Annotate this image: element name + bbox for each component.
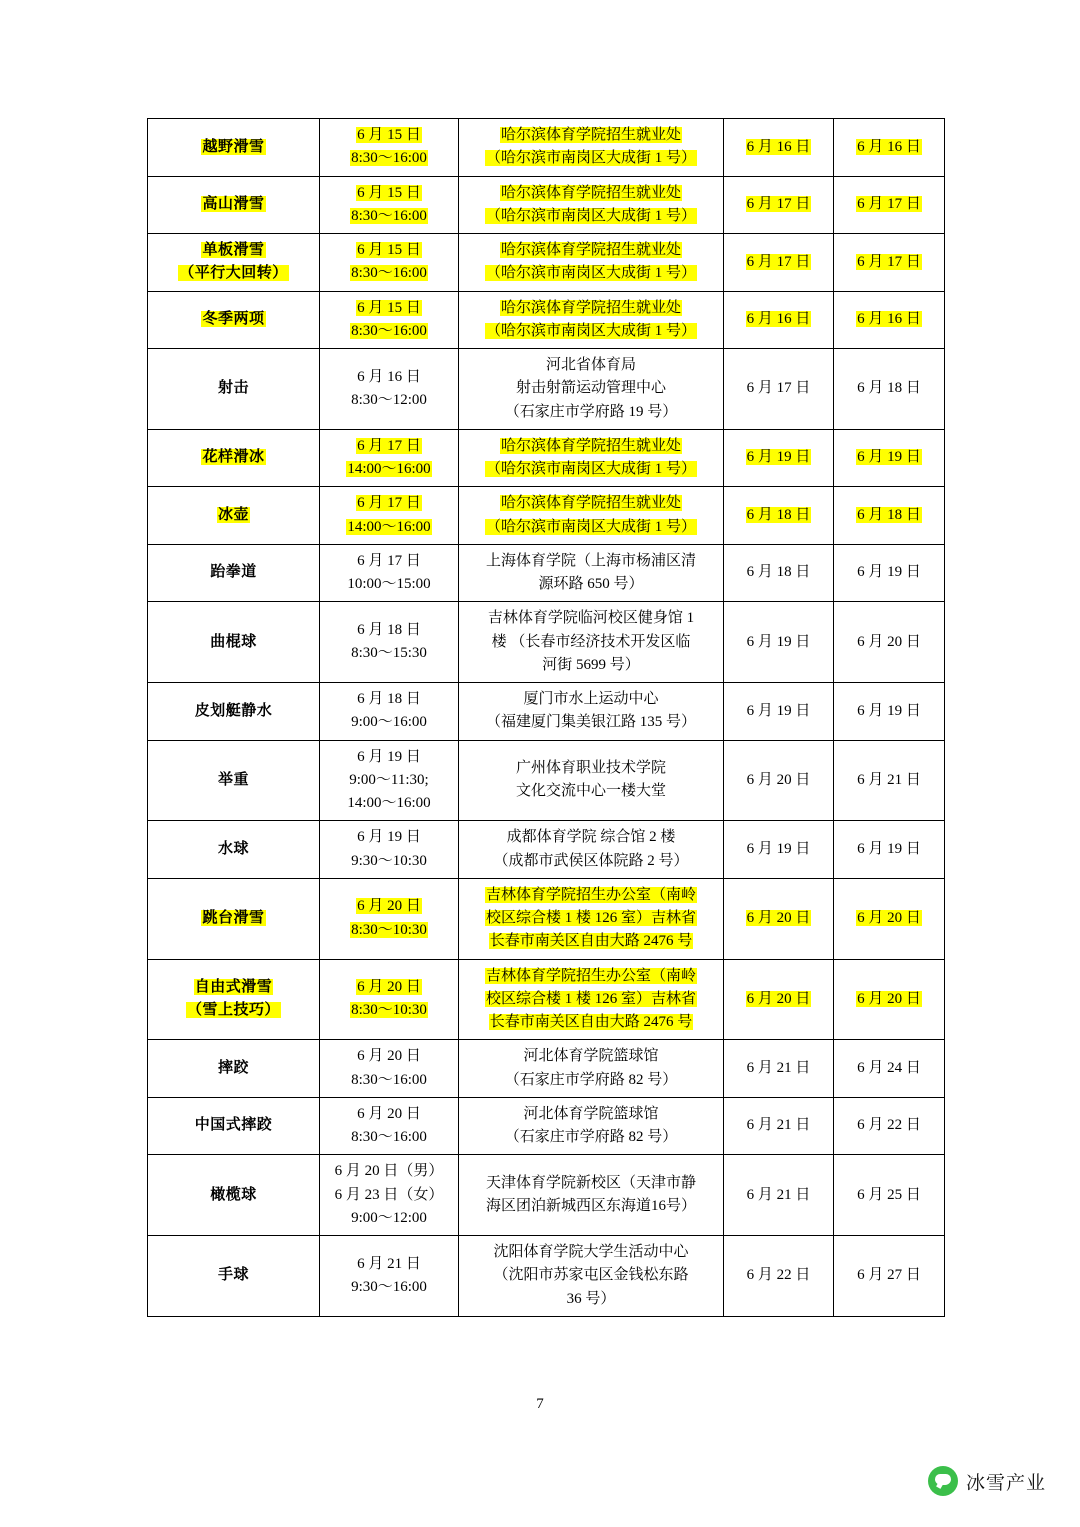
cell-line: 跆拳道: [210, 564, 257, 581]
cell-line: 自由式滑雪: [194, 979, 273, 996]
cell-line: 吉林体育学院招生办公室（南岭: [485, 967, 696, 984]
cell-date-1: [724, 429, 834, 487]
cell-line: （石家庄市学府路 82 号）: [504, 1129, 678, 1145]
table-row: [148, 821, 945, 879]
cell-line: 9:00～12:00: [351, 1209, 427, 1226]
cell-date-1: [724, 349, 834, 430]
cell-sport: [148, 1040, 320, 1098]
cell-line: 哈尔滨体育学院招生就业处: [500, 299, 681, 316]
cell-line: （沈阳市苏家屯区金钱松东路: [493, 1267, 689, 1284]
cell-line: （哈尔滨市南岗区大成街 1 号）: [485, 322, 696, 339]
table-row: [148, 602, 945, 683]
cell-line: 6 月 21 日: [746, 1186, 811, 1203]
cell-date-2: [834, 544, 945, 602]
table-row: [148, 683, 945, 741]
cell-line: 6 月 17 日: [746, 196, 811, 213]
cell-line: （石家庄市学府路 19 号）: [504, 403, 678, 420]
cell-line: 6 月 16 日: [746, 311, 811, 328]
cell-time: [320, 349, 459, 430]
cell-line: 吉林体育学院招生办公室（南岭: [485, 886, 696, 903]
cell-line: 9:30～10:30: [351, 852, 427, 869]
cell-line: 校区综合楼 1 楼 126 室）吉林省: [485, 910, 696, 926]
cell-line: 8:30～16:00: [351, 1071, 427, 1088]
cell-time: [320, 1097, 459, 1155]
cell-line: 8:30～16:00: [351, 207, 427, 224]
cell-line: 花样滑冰: [202, 449, 265, 466]
cell-line: 成都体育学院 综合馆 2 楼: [506, 829, 676, 846]
cell-line: 6 月 18 日: [857, 506, 921, 523]
cell-line: 哈尔滨体育学院招生就业处: [500, 437, 681, 454]
cell-time: [320, 544, 459, 602]
cell-line: 6 月 21 日: [857, 771, 921, 788]
cell-line: 14:00～16:00: [347, 518, 431, 535]
cell-line: 手球: [217, 1267, 249, 1284]
table-row: [148, 1040, 945, 1098]
cell-line: 沈阳体育学院大学生活动中心: [493, 1244, 689, 1260]
cell-time: [320, 740, 459, 821]
cell-line: 哈尔滨体育学院招生就业处: [500, 495, 681, 512]
cell-time: [320, 429, 459, 487]
cell-line: 6 月 20 日: [746, 910, 811, 926]
cell-line: 8:30～16:00: [351, 265, 427, 282]
cell-sport: [148, 878, 320, 959]
cell-line: 6 月 20 日: [857, 990, 921, 1007]
cell-line: 6 月 22 日: [857, 1117, 921, 1134]
table-row: [148, 487, 945, 545]
cell-line: 中国式摔跤: [194, 1117, 273, 1134]
cell-line: （石家庄市学府路 82 号）: [504, 1071, 678, 1088]
cell-line: 6 月 19 日: [746, 449, 811, 466]
cell-line: 14:00～16:00: [347, 461, 431, 477]
cell-place: [459, 1236, 724, 1317]
cell-line: 9:30～16:00: [351, 1278, 427, 1295]
cell-line: 皮划艇静水: [194, 702, 273, 719]
schedule-table-body: [148, 119, 945, 1317]
cell-line: 8:30～10:30: [351, 921, 427, 938]
cell-line: 广州体育职业技术学院: [515, 760, 666, 777]
cell-date-1: [724, 1155, 834, 1236]
cell-line: 6 月 19 日: [357, 748, 421, 765]
wechat-account-logo-icon: [928, 1466, 958, 1496]
cell-line: （福建厦门集美银江路 135 号）: [485, 714, 696, 731]
cell-line: 10:00～15:00: [347, 576, 431, 592]
cell-date-1: [724, 487, 834, 545]
cell-line: 6 月 15 日: [357, 184, 421, 201]
cell-line: 越野滑雪: [202, 138, 265, 155]
cell-line: 射击: [217, 380, 249, 397]
cell-date-2: [834, 176, 945, 234]
cell-line: 6 月 15 日: [357, 299, 421, 316]
cell-line: 冰壶: [217, 506, 249, 523]
cell-line: 8:30～16:00: [351, 150, 427, 167]
cell-date-2: [834, 234, 945, 292]
cell-line: 6 月 19 日: [357, 829, 421, 846]
cell-line: 高山滑雪: [202, 196, 265, 213]
cell-time: [320, 234, 459, 292]
cell-line: 河街 5699 号）: [542, 656, 640, 673]
table-row: [148, 544, 945, 602]
cell-line: （雪上技巧）: [186, 1002, 280, 1019]
cell-line: 8:30～16:00: [351, 1129, 427, 1145]
cell-sport: [148, 349, 320, 430]
cell-sport: [148, 544, 320, 602]
cell-place: [459, 959, 724, 1040]
cell-line: 36 号）: [566, 1290, 616, 1307]
cell-line: 9:00～16:00: [351, 714, 427, 731]
cell-line: 6 月 16 日: [357, 368, 421, 385]
cell-line: 6 月 20 日: [857, 633, 921, 650]
cell-sport: [148, 683, 320, 741]
cell-line: 举重: [217, 771, 249, 788]
cell-line: 14:00～16:00: [347, 795, 431, 811]
cell-line: 8:30～15:30: [351, 645, 427, 662]
cell-line: 哈尔滨体育学院招生就业处: [500, 127, 681, 143]
cell-line: 6 月 17 日: [357, 437, 421, 454]
cell-date-2: [834, 1155, 945, 1236]
cell-line: 跳台滑雪: [202, 910, 265, 926]
cell-line: 6 月 21 日: [357, 1255, 421, 1272]
cell-place: [459, 878, 724, 959]
cell-line: 6 月 15 日: [357, 127, 421, 143]
cell-place: [459, 1097, 724, 1155]
cell-date-2: [834, 959, 945, 1040]
cell-line: 天津体育学院新校区（天津市静: [485, 1174, 696, 1191]
cell-line: 长春市南关区自由大路 2476 号: [489, 1014, 693, 1030]
cell-place: [459, 176, 724, 234]
cell-date-2: [834, 602, 945, 683]
cell-line: 楼 （长春市经济技术开发区临: [491, 633, 691, 650]
cell-line: （哈尔滨市南岗区大成街 1 号）: [485, 265, 696, 282]
cell-place: [459, 429, 724, 487]
cell-time: [320, 602, 459, 683]
cell-line: 河北体育学院篮球馆: [523, 1048, 659, 1065]
cell-line: 6 月 20 日: [357, 898, 421, 915]
cell-line: （成都市武侯区体院路 2 号）: [493, 852, 689, 869]
cell-line: 6 月 17 日: [357, 495, 421, 512]
cell-line: 6 月 18 日: [746, 564, 811, 581]
cell-place: [459, 602, 724, 683]
cell-date-1: [724, 1040, 834, 1098]
cell-line: 6 月 17 日: [746, 253, 811, 270]
cell-line: 8:30～16:00: [351, 322, 427, 339]
cell-line: 6 月 17 日: [746, 380, 811, 397]
table-row: [148, 349, 945, 430]
cell-date-2: [834, 821, 945, 879]
cell-date-1: [724, 683, 834, 741]
cell-date-1: [724, 119, 834, 177]
cell-line: 6 月 20 日: [357, 1048, 421, 1065]
cell-time: [320, 683, 459, 741]
cell-date-1: [724, 291, 834, 349]
table-row: [148, 176, 945, 234]
cell-line: 6 月 16 日: [857, 311, 921, 328]
cell-sport: [148, 959, 320, 1040]
cell-sport: [148, 821, 320, 879]
cell-line: 6 月 19 日: [857, 564, 921, 581]
cell-line: 6 月 19 日: [746, 702, 811, 719]
cell-sport: [148, 487, 320, 545]
cell-place: [459, 1155, 724, 1236]
cell-sport: [148, 602, 320, 683]
cell-date-1: [724, 821, 834, 879]
table-row: [148, 119, 945, 177]
cell-line: 厦门市水上运动中心: [523, 691, 659, 707]
cell-line: 6 月 18 日: [357, 621, 421, 638]
cell-date-1: [724, 740, 834, 821]
cell-line: 源环路 650 号）: [538, 576, 644, 592]
cell-line: 曲棍球: [210, 633, 257, 650]
cell-line: 6 月 22 日: [746, 1267, 811, 1284]
cell-time: [320, 878, 459, 959]
cell-sport: [148, 291, 320, 349]
cell-time: [320, 1040, 459, 1098]
cell-date-1: [724, 878, 834, 959]
cell-line: 射击射箭运动管理中心: [515, 380, 666, 397]
cell-place: [459, 119, 724, 177]
cell-sport: [148, 119, 320, 177]
cell-date-1: [724, 234, 834, 292]
cell-line: 9:00～11:30;: [349, 771, 429, 788]
cell-line: 校区综合楼 1 楼 126 室）吉林省: [485, 990, 696, 1007]
cell-date-2: [834, 291, 945, 349]
cell-line: 8:30～10:30: [351, 1002, 427, 1019]
cell-time: [320, 487, 459, 545]
cell-line: 6 月 19 日: [857, 840, 921, 857]
table-row: [148, 234, 945, 292]
cell-line: 水球: [217, 840, 249, 857]
cell-line: 吉林体育学院临河校区健身馆 1: [487, 610, 695, 627]
cell-line: 单板滑雪: [202, 242, 265, 258]
cell-time: [320, 119, 459, 177]
cell-line: 6 月 17 日: [857, 253, 921, 270]
cell-line: 哈尔滨体育学院招生就业处: [500, 242, 681, 258]
cell-date-1: [724, 959, 834, 1040]
cell-sport: [148, 429, 320, 487]
table-row: [148, 291, 945, 349]
cell-date-2: [834, 429, 945, 487]
cell-line: （哈尔滨市南岗区大成街 1 号）: [485, 518, 696, 535]
cell-line: 6 月 17 日: [357, 552, 421, 569]
table-row: [148, 959, 945, 1040]
cell-place: [459, 740, 724, 821]
cell-line: 8:30～12:00: [351, 391, 427, 408]
cell-line: （哈尔滨市南岗区大成街 1 号）: [485, 150, 696, 167]
cell-line: 6 月 25 日: [857, 1186, 921, 1203]
cell-sport: [148, 176, 320, 234]
cell-line: （哈尔滨市南岗区大成街 1 号）: [485, 461, 696, 477]
cell-line: 河北体育学院篮球馆: [523, 1105, 659, 1122]
table-row: [148, 1155, 945, 1236]
cell-date-2: [834, 740, 945, 821]
cell-date-2: [834, 1097, 945, 1155]
cell-line: （平行大回转）: [179, 265, 288, 282]
cell-line: 6 月 18 日: [357, 691, 421, 707]
cell-date-1: [724, 602, 834, 683]
cell-sport: [148, 1097, 320, 1155]
cell-line: 6 月 23 日（女）: [334, 1186, 444, 1203]
cell-line: 6 月 15 日: [357, 242, 421, 258]
cell-place: [459, 349, 724, 430]
cell-line: 6 月 18 日: [857, 380, 921, 397]
cell-time: [320, 291, 459, 349]
cell-line: 文化交流中心一楼大堂: [515, 783, 666, 800]
table-row: [148, 1097, 945, 1155]
cell-line: 6 月 16 日: [746, 138, 811, 155]
cell-line: 6 月 24 日: [857, 1059, 921, 1076]
cell-line: 6 月 20 日: [746, 990, 811, 1007]
cell-date-2: [834, 878, 945, 959]
brand-name: 冰雪产业: [965, 1472, 1046, 1494]
cell-line: 6 月 19 日: [857, 449, 921, 466]
table-row: [148, 740, 945, 821]
cell-line: 6 月 19 日: [746, 840, 811, 857]
cell-sport: [148, 234, 320, 292]
cell-date-1: [724, 1236, 834, 1317]
cell-date-1: [724, 176, 834, 234]
cell-sport: [148, 740, 320, 821]
cell-line: 长春市南关区自由大路 2476 号: [489, 933, 693, 950]
cell-sport: [148, 1236, 320, 1317]
cell-line: 6 月 21 日: [746, 1059, 811, 1076]
footer-brand: [928, 1466, 1046, 1496]
cell-place: [459, 234, 724, 292]
page-number: 7: [536, 1396, 544, 1412]
table-row: [148, 878, 945, 959]
cell-place: [459, 821, 724, 879]
cell-line: （哈尔滨市南岗区大成街 1 号）: [485, 207, 696, 224]
cell-time: [320, 959, 459, 1040]
cell-line: 橄榄球: [210, 1186, 257, 1203]
cell-line: 6 月 20 日: [746, 771, 811, 788]
table-row: [148, 429, 945, 487]
cell-line: 摔跤: [217, 1059, 249, 1076]
cell-date-2: [834, 1236, 945, 1317]
cell-time: [320, 176, 459, 234]
cell-line: 6 月 19 日: [857, 702, 921, 719]
cell-place: [459, 1040, 724, 1098]
cell-line: 6 月 18 日: [746, 506, 811, 523]
cell-line: 上海体育学院（上海市杨浦区清: [485, 552, 696, 569]
cell-place: [459, 487, 724, 545]
cell-sport: [148, 1155, 320, 1236]
cell-date-2: [834, 119, 945, 177]
cell-date-2: [834, 1040, 945, 1098]
cell-line: 6 月 20 日: [357, 979, 421, 996]
cell-date-2: [834, 349, 945, 430]
table-row: [148, 1236, 945, 1317]
cell-line: 冬季两项: [202, 311, 265, 328]
cell-line: 6 月 21 日: [746, 1117, 811, 1134]
cell-line: 6 月 20 日: [357, 1105, 421, 1122]
cell-place: [459, 291, 724, 349]
cell-line: 6 月 17 日: [857, 196, 921, 213]
cell-date-1: [724, 1097, 834, 1155]
cell-line: 河北省体育局: [545, 357, 636, 373]
cell-line: 海区团泊新城西区东海道16号）: [485, 1198, 696, 1215]
schedule-table: [147, 118, 945, 1317]
cell-line: 6 月 20 日: [857, 910, 921, 926]
cell-place: [459, 683, 724, 741]
cell-time: [320, 1155, 459, 1236]
cell-date-1: [724, 544, 834, 602]
schedule-table-container: [147, 118, 944, 1317]
cell-line: 6 月 16 日: [857, 138, 921, 155]
cell-line: 6 月 27 日: [857, 1267, 921, 1284]
cell-line: 6 月 19 日: [746, 633, 811, 650]
cell-line: 6 月 20 日（男）: [334, 1163, 444, 1180]
cell-place: [459, 544, 724, 602]
cell-time: [320, 821, 459, 879]
cell-date-2: [834, 487, 945, 545]
cell-date-2: [834, 683, 945, 741]
cell-line: 哈尔滨体育学院招生就业处: [500, 184, 681, 201]
cell-time: [320, 1236, 459, 1317]
